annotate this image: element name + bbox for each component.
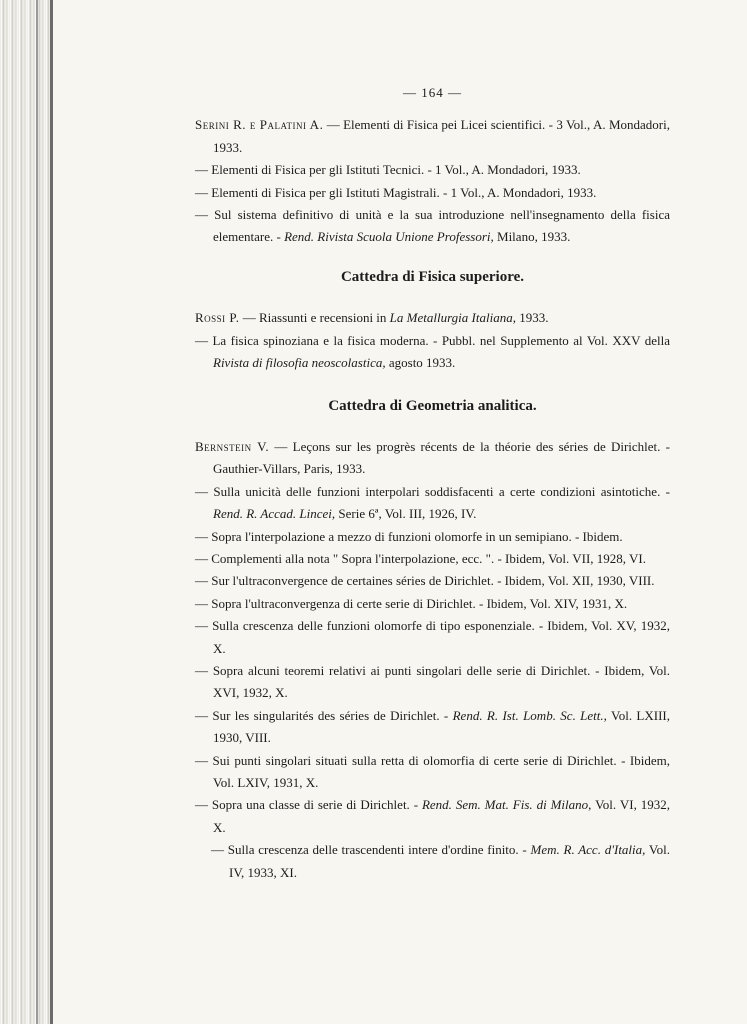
entry-dash: —	[195, 797, 212, 813]
entry-suffix: Vol. LXIII, 1930, VIII.	[213, 707, 671, 746]
entry-text: Elementi di Fisica pei Licei scientifici. - 3 Vol., A. Mondadori, 1933.	[213, 117, 671, 155]
entry-dash: —	[195, 162, 212, 178]
bibliography-entry	[195, 526, 670, 548]
entry-dash: —	[195, 595, 212, 611]
entry-text: Sopra alcuni teoremi relativi ai punti singolari delle serie di Dirichlet. - Ibidem, Vol. XVI, 1932, X.	[212, 662, 671, 701]
entry-dash: —	[195, 332, 213, 348]
entry-text: Leçons sur les progrès récents de la théorie des séries de Dirichlet. - Gauthier-Villars, Paris, 1933.	[213, 438, 670, 477]
entry-text: Elementi di Fisica per gli Istituti Magistrali. - 1 Vol., A. Mondadori, 1933.	[211, 184, 597, 200]
entry-journal: Rivista di filosofia neoscolastica,	[213, 355, 386, 371]
entry-text: Sul sistema definitivo di unità e la sua introduzione nell'insegnamento della fisica elementare. -	[213, 207, 670, 245]
bibliography-entry	[195, 839, 670, 884]
entry-journal: Mem. R. Acc. d'Italia,	[530, 842, 646, 858]
bibliography-sections	[195, 114, 670, 884]
entry-journal: La Metallurgia Italiana,	[389, 310, 516, 326]
entry-dash: —	[211, 842, 228, 858]
entry-dash: —	[195, 752, 213, 768]
entry-text: Sulla crescenza delle funzioni olomorfe di tipo esponenziale. - Ibidem, Vol. XV, 1932, X.	[212, 618, 671, 656]
entry-dash: —	[195, 662, 213, 678]
entry-suffix: 1933.	[515, 310, 549, 326]
entry-dash: —	[195, 550, 212, 566]
page-number: — 164 —	[403, 85, 462, 100]
entry-text: Complementi alla nota " Sopra l'interpolazione, ecc. ". - Ibidem, Vol. VII, 1928, VI.	[211, 550, 647, 566]
book-binding-edge	[0, 0, 54, 1024]
entry-dash: —	[195, 573, 212, 589]
bibliography-entry	[195, 615, 670, 660]
entry-dash: —	[239, 310, 259, 326]
bibliography-entry	[195, 114, 670, 159]
entry-journal: Rend. R. Accad. Lincei,	[213, 506, 336, 522]
entry-journal: Rend. Rivista Scuola Unione Professori,	[284, 229, 494, 245]
bibliography-entry	[195, 705, 670, 750]
bibliography-entry	[195, 750, 670, 795]
bibliography-entry	[195, 436, 670, 481]
entry-suffix: agosto 1933.	[385, 355, 456, 371]
binding-shadow-line	[36, 0, 38, 1024]
bibliography-entry	[195, 794, 670, 839]
entry-text: Elementi di Fisica per gli Istituti Tecnici. - 1 Vol., A. Mondadori, 1933.	[211, 162, 581, 178]
entry-suffix: Serie 6ª, Vol. III, 1926, IV.	[335, 506, 477, 522]
entry-dash: —	[195, 207, 215, 223]
bibliography-entry	[195, 660, 670, 705]
entry-dash: —	[195, 618, 213, 634]
entry-suffix: Vol. VI, 1932, X.	[213, 797, 670, 835]
entry-dash: —	[269, 438, 293, 454]
entry-suffix: Vol. IV, 1933, XI.	[229, 842, 671, 880]
entry-author: Rossi P.	[195, 310, 240, 326]
bibliography-entry	[195, 481, 670, 526]
entry-text: Sulla unicità delle funzioni interpolari soddisfacenti a certe condizioni asintotiche. -	[213, 483, 670, 499]
bibliography-entry	[195, 182, 670, 204]
binding-fold-line	[50, 0, 53, 1024]
entry-suffix: Milano, 1933.	[493, 229, 571, 245]
entry-dash: —	[195, 528, 212, 544]
entry-text: Sui punti singolari situati sulla retta di olomorfia di certe serie di Dirichlet. - Ibidem, Vol. LXIV, 1931, X.	[212, 752, 671, 790]
entry-author: Serini R. e Palatini A.	[195, 117, 324, 133]
entry-text: Sopra l'interpolazione a mezzo di funzioni olomorfe in un semipiano. - Ibidem.	[211, 528, 623, 544]
bibliography-entry	[195, 548, 670, 570]
document-page	[195, 82, 670, 884]
entry-text: La fisica spinoziana e la fisica moderna. - Pubbl. nel Supplemento al Vol. XXV della	[212, 332, 670, 348]
entry-journal: Rend. Sem. Mat. Fis. di Milano,	[421, 797, 592, 813]
bibliography-entry	[195, 570, 670, 592]
bibliography-entry	[195, 159, 670, 181]
entry-text: Sopra l'ultraconvergenza di certe serie di Dirichlet. - Ibidem, Vol. XIV, 1931, X.	[211, 595, 628, 611]
entry-journal: Rend. R. Ist. Lomb. Sc. Lett.,	[452, 707, 607, 723]
bibliography-entry	[195, 204, 670, 249]
entry-text: Sopra una classe di serie di Dirichlet. -	[211, 797, 422, 813]
entry-text: Sur les singularités des séries de Dirichlet. -	[212, 707, 453, 723]
entry-dash: —	[195, 184, 212, 200]
entry-dash: —	[195, 483, 214, 499]
entry-text: Riassunti e recensioni in	[258, 310, 390, 326]
bibliography-entry	[195, 307, 670, 329]
section-heading: Cattedra di Fisica superiore.	[340, 268, 525, 285]
section-heading: Cattedra di Geometria analitica.	[328, 398, 537, 415]
entry-text: Sulla crescenza delle trascendenti intere d'ordine finito. -	[227, 842, 531, 858]
entry-text: Sur l'ultraconvergence de certaines séries de Dirichlet. - Ibidem, Vol. XII, 1930, VIII.	[211, 573, 655, 589]
bibliography-entry	[195, 593, 670, 615]
bibliography-entry	[195, 330, 670, 375]
entry-dash: —	[195, 707, 213, 723]
entry-dash: —	[323, 117, 344, 133]
entry-author: Bernstein V.	[195, 438, 270, 454]
